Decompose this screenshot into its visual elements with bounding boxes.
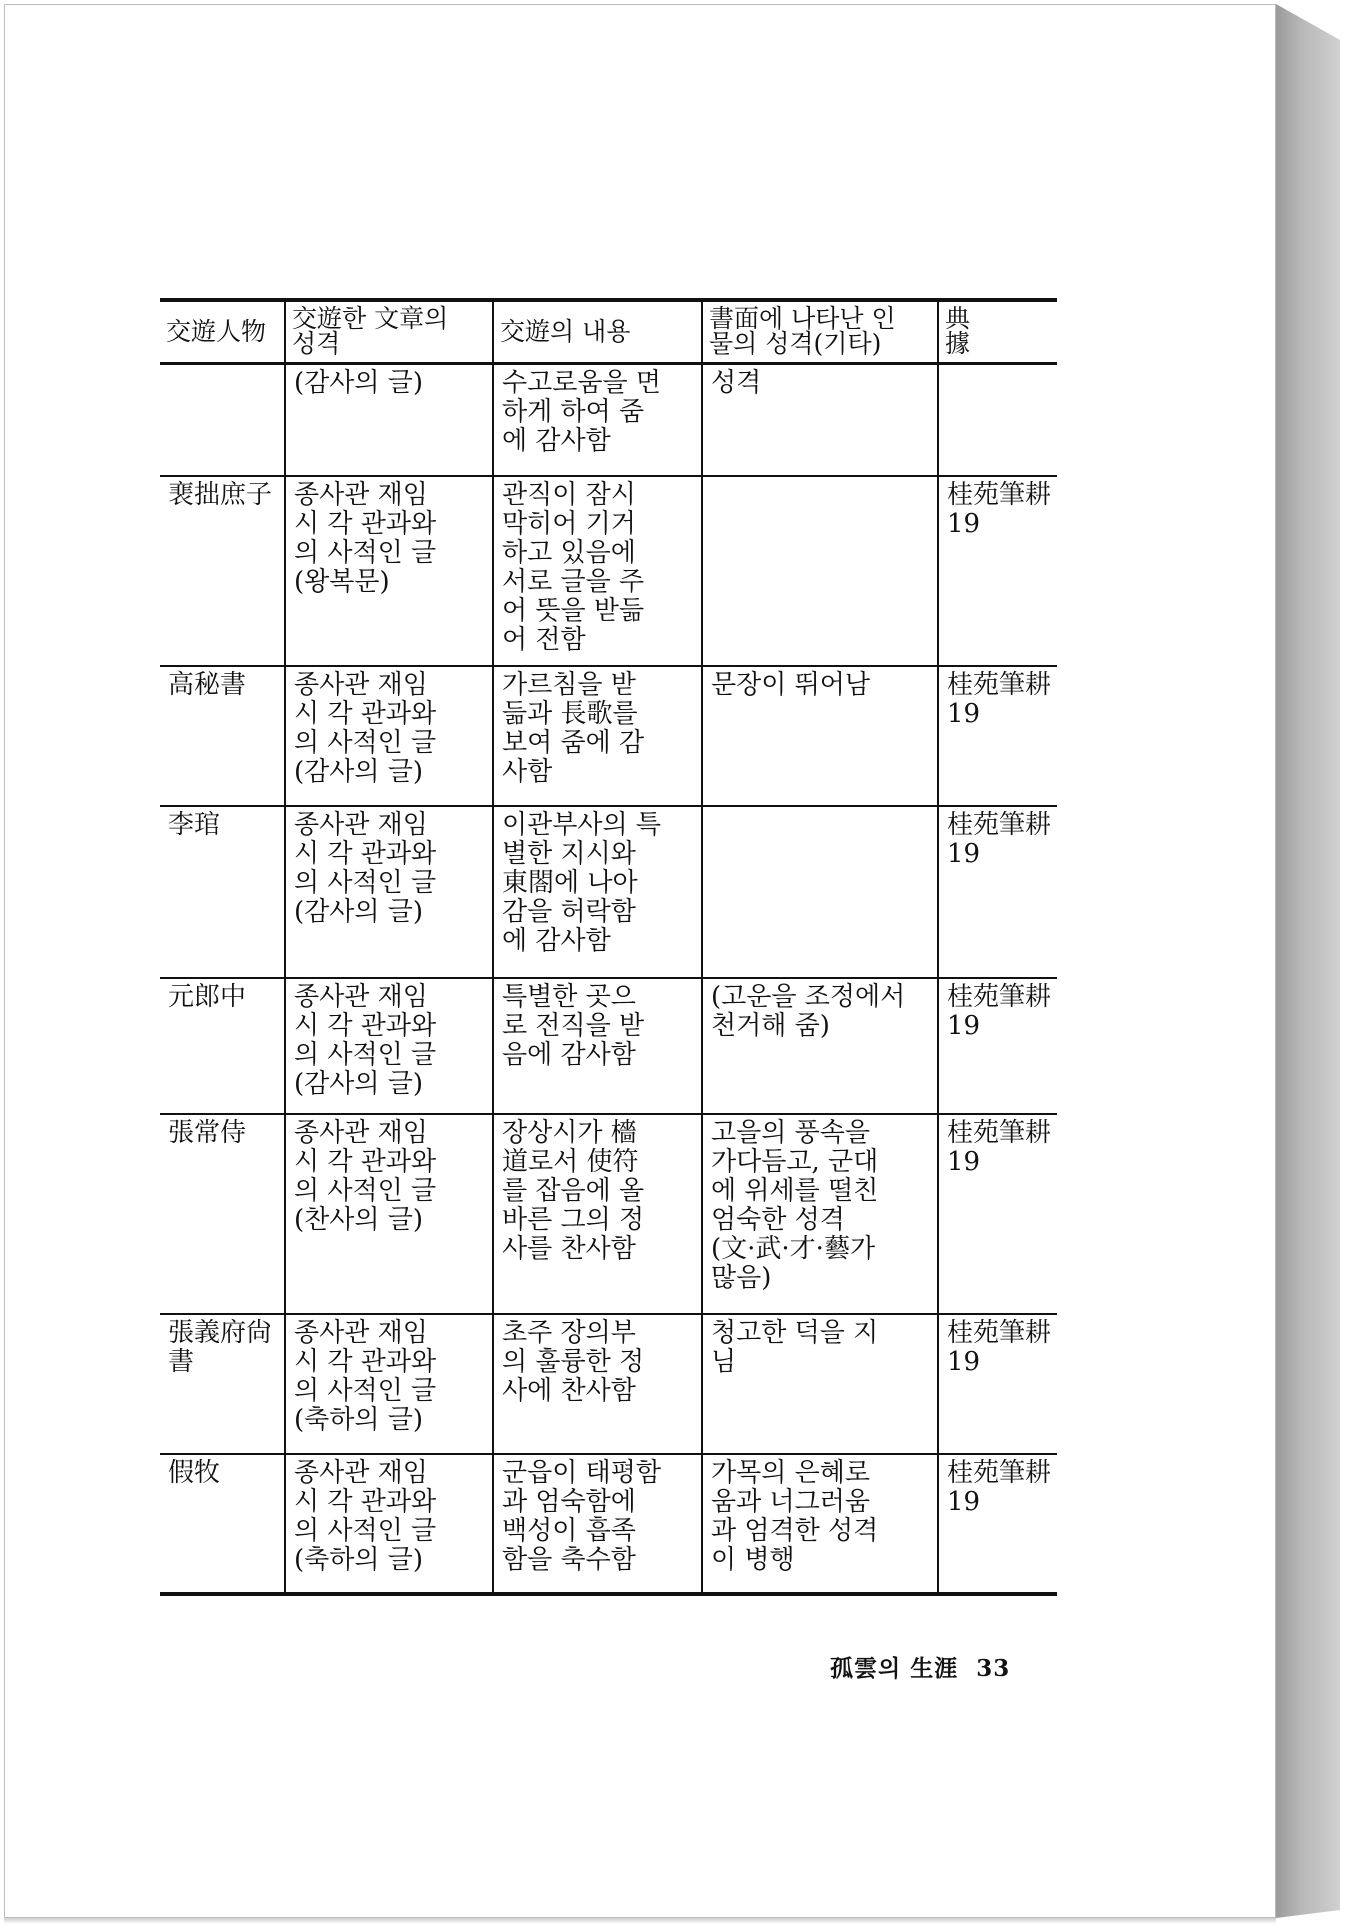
cell-character: 고을의 풍속을 가다듬고, 군대 에 위세를 떨친 엄숙한 성격 (文·武·才·藝가 많음)	[702, 1114, 938, 1314]
cell-source	[938, 364, 1057, 476]
page-footer	[830, 1650, 1010, 1683]
table-row	[160, 364, 1057, 476]
cell-source: 桂苑筆耕 19	[938, 666, 1057, 806]
cell-source: 桂苑筆耕 19	[938, 476, 1057, 666]
cell-content: 관직이 잠시 막히어 기거 하고 있음에 서로 글을 주 어 뜻을 받듦 어 전함	[493, 476, 702, 666]
page-shadow	[4, 1918, 1276, 1924]
cell-type: 종사관 재임 시 각 관과와 의 사적인 글 (찬사의 글)	[285, 1114, 493, 1314]
cell-person: 李琯	[160, 806, 285, 978]
cell-character: 성격	[702, 364, 938, 476]
table-row	[160, 1454, 1057, 1594]
cell-content: 초주 장의부 의 훌륭한 정 사에 찬사함	[493, 1314, 702, 1454]
table-row	[160, 806, 1057, 978]
page-stack-edge	[1276, 4, 1340, 1918]
cell-source: 桂苑筆耕 19	[938, 1454, 1057, 1594]
table-row	[160, 476, 1057, 666]
cell-content: 수고로움을 면 하게 하여 줌 에 감사함	[493, 364, 702, 476]
cell-type: 종사관 재임 시 각 관과와 의 사적인 글 (왕복문)	[285, 476, 493, 666]
cell-content: 장상시가 檣 道로서 使符 를 잡음에 올 바른 그의 정 사를 찬사함	[493, 1114, 702, 1314]
cell-character: 문장이 뛰어남	[702, 666, 938, 806]
cell-person: 元郎中	[160, 978, 285, 1114]
cell-source: 桂苑筆耕 19	[938, 806, 1057, 978]
cell-person: 高秘書	[160, 666, 285, 806]
header-character: 書面에 나타난 인 물의 성격(기타)	[702, 300, 938, 364]
table-row	[160, 1114, 1057, 1314]
table-row	[160, 666, 1057, 806]
page-number: 33	[976, 1655, 1011, 1682]
table-row	[160, 978, 1057, 1114]
cell-type: 종사관 재임 시 각 관과와 의 사적인 글 (감사의 글)	[285, 666, 493, 806]
cell-type: 종사관 재임 시 각 관과와 의 사적인 글 (축하의 글)	[285, 1314, 493, 1454]
running-title: 孤雲의 生涯	[830, 1655, 959, 1682]
cell-type: 종사관 재임 시 각 관과와 의 사적인 글 (감사의 글)	[285, 806, 493, 978]
table-row	[160, 1314, 1057, 1454]
cell-person: 假牧	[160, 1454, 285, 1594]
table-header-row	[160, 300, 1057, 364]
cell-character: 가목의 은혜로 움과 너그러움 과 엄격한 성격 이 병행	[702, 1454, 938, 1594]
header-person: 交遊人物	[160, 300, 285, 364]
cell-person	[160, 364, 285, 476]
cell-person: 裵拙庶子	[160, 476, 285, 666]
cell-content: 이관부사의 특 별한 지시와 東閤에 나아 감을 허락함 에 감사함	[493, 806, 702, 978]
cell-character	[702, 806, 938, 978]
cell-source: 桂苑筆耕 19	[938, 1314, 1057, 1454]
cell-source: 桂苑筆耕 19	[938, 1114, 1057, 1314]
cell-type: 종사관 재임 시 각 관과와 의 사적인 글 (축하의 글)	[285, 1454, 493, 1594]
cell-person: 張常侍	[160, 1114, 285, 1314]
cell-source: 桂苑筆耕 19	[938, 978, 1057, 1114]
header-content: 交遊의 내용	[493, 300, 702, 364]
cell-type: (감사의 글)	[285, 364, 493, 476]
cell-content: 군읍이 태평함 과 엄숙함에 백성이 흡족 함을 축수함	[493, 1454, 702, 1594]
cell-character: (고운을 조정에서 천거해 줌)	[702, 978, 938, 1114]
cell-character: 청고한 덕을 지 님	[702, 1314, 938, 1454]
cell-content: 특별한 곳으 로 전직을 받 음에 감사함	[493, 978, 702, 1114]
header-type: 交遊한 文章의 성격	[285, 300, 493, 364]
cell-character	[702, 476, 938, 666]
exchange-table	[160, 298, 1057, 1596]
cell-content: 가르침을 받 듦과 長歌를 보여 줌에 감 사함	[493, 666, 702, 806]
cell-type: 종사관 재임 시 각 관과와 의 사적인 글 (감사의 글)	[285, 978, 493, 1114]
cell-person: 張義府尙 書	[160, 1314, 285, 1454]
header-source: 典 據	[938, 300, 1057, 364]
